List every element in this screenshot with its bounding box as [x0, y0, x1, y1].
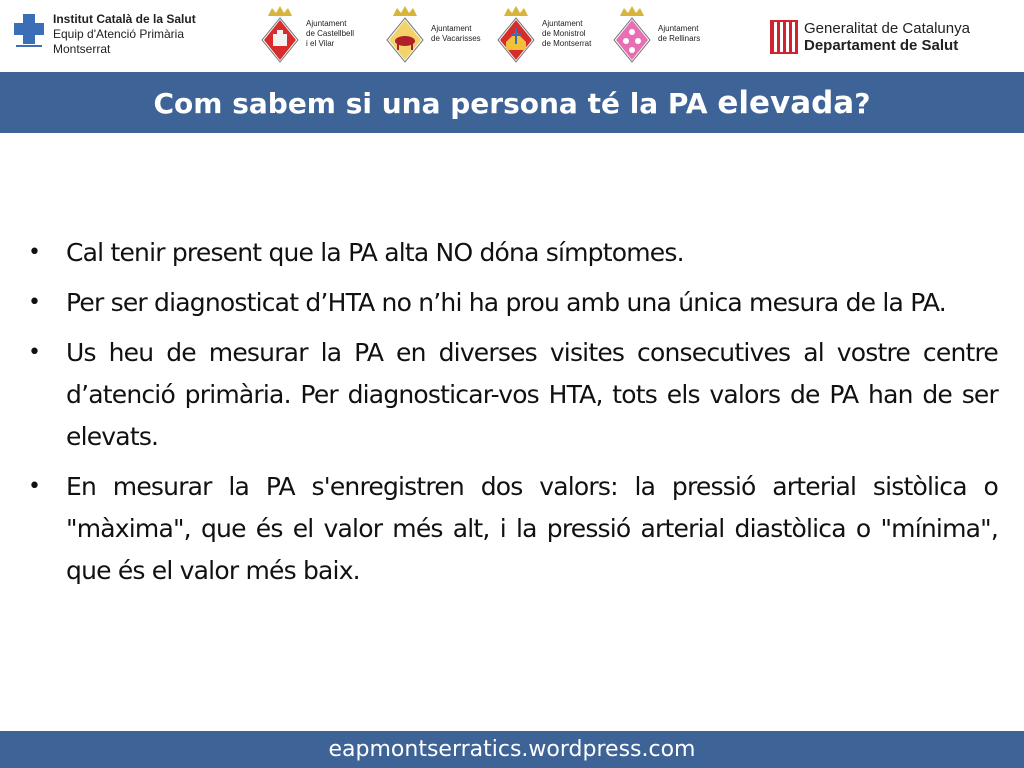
footer-url[interactable]: eapmontserratics.wordpress.com	[328, 737, 696, 762]
bullet-list	[24, 232, 998, 600]
title-bar	[0, 72, 1024, 133]
monistrol-logo	[494, 4, 591, 64]
ics-cross-icon	[12, 12, 46, 50]
ics-text	[53, 12, 196, 57]
list-item	[24, 232, 998, 274]
list-item	[24, 332, 998, 458]
senyera-icon	[770, 20, 798, 54]
castellbell-logo	[258, 4, 354, 64]
ics-name: Institut Català de la Salut	[53, 12, 196, 26]
castellbell-crest-icon	[258, 4, 302, 64]
bullet-text: En mesurar la PA s'enregistren dos valors: la pressió arterial sistòlica o "màxima", que és el valor més alt, i la pressió arterial diastòlica o "mínima", que és el valor més baix.	[66, 472, 998, 585]
ics-area: Montserrat	[53, 42, 111, 56]
monistrol-crest-icon	[494, 4, 538, 64]
title-emphasis: elevada	[717, 84, 855, 121]
list-item	[24, 466, 998, 592]
gencat-logo	[770, 20, 970, 54]
bullet-icon: •	[28, 290, 41, 315]
slide-title	[154, 85, 871, 121]
rellinars-label: Ajuntament de Rellinars	[658, 24, 701, 43]
logo-header	[0, 0, 1024, 72]
bullet-icon: •	[28, 474, 41, 499]
vacarisses-crest-icon	[383, 4, 427, 64]
monistrol-label: Ajuntament de Monistrol de Montserrat	[542, 19, 592, 48]
bullet-text: Per ser diagnosticat d’HTA no n’hi ha prou amb una única mesura de la PA.	[66, 288, 946, 317]
footer-bar	[0, 731, 1024, 768]
gencat-department: Departament de Salut	[804, 37, 959, 54]
bullet-text: Cal tenir present que la PA alta NO dóna símptomes.	[66, 238, 684, 267]
vacarisses-label: Ajuntament de Vacarisses	[431, 24, 481, 43]
castellbell-label: Ajuntament de Castellbell i el Vilar	[306, 19, 355, 48]
list-item	[24, 282, 998, 324]
vacarisses-logo	[383, 4, 481, 64]
bullet-icon: •	[28, 340, 41, 365]
rellinars-crest-icon	[610, 4, 654, 64]
ics-team: Equip d'Atenció Primària	[53, 27, 185, 41]
bullet-text: Us heu de mesurar la PA en diverses visites consecutives al vostre centre d’atenció primària. Per diagnosticar-vos HTA, tots els valors de PA han de ser elevats.	[66, 338, 998, 451]
gencat-name: Generalitat de Catalunya	[804, 20, 970, 37]
title-end: ?	[854, 86, 871, 120]
bullet-icon: •	[28, 240, 41, 265]
ics-logo	[12, 12, 196, 57]
rellinars-logo	[610, 4, 700, 64]
title-main: Com sabem si una persona té la PA	[153, 86, 718, 120]
gencat-text	[804, 20, 970, 54]
